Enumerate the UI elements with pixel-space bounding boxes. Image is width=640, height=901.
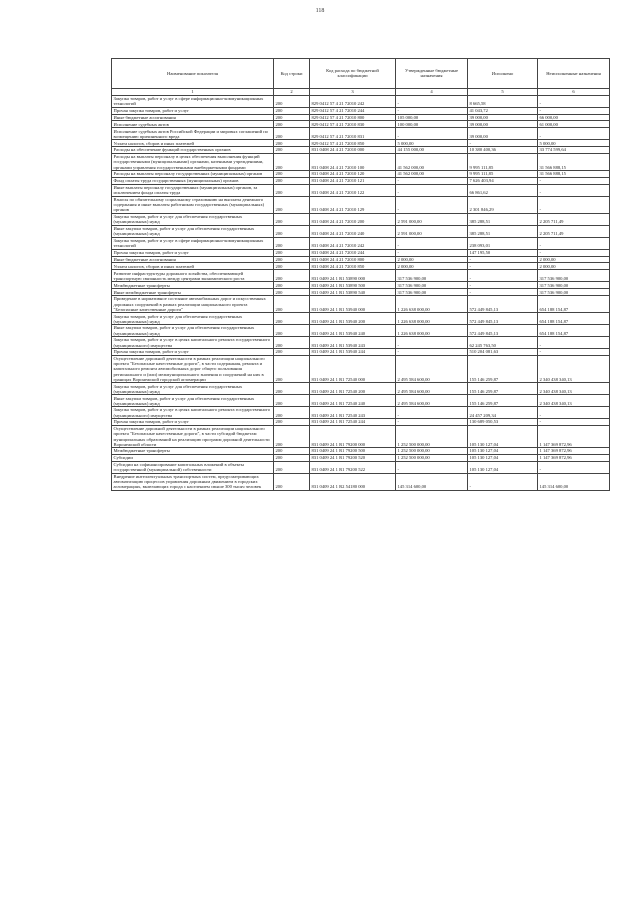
table-row [112,95,610,107]
table-row [112,349,610,356]
approved-amount-cell: 1 226 638 000,00 [396,325,468,337]
executed-amount-cell: 155 146 259,87 [468,355,538,382]
approved-amount-cell: - [396,349,468,356]
classification-code-cell: 831 0409 24 1 R1 79200 000 [310,425,396,447]
indicator-name-cell: Прочая закупка товаров, работ и услуг [112,107,274,114]
header-executed: Исполнено [468,59,538,89]
table-header-row [112,59,610,89]
table-row [112,296,610,313]
column-number: 3 [310,88,396,95]
line-code-cell: 200 [274,114,310,121]
executed-amount-cell: - [468,140,538,147]
table-body [112,95,610,490]
approved-amount-cell: - [396,95,468,107]
classification-code-cell: 829 0412 57 4 21 72010 244 [310,107,396,114]
line-code-cell: 200 [274,282,310,289]
unexecuted-amount-cell: 61 000,00 [538,121,610,128]
indicator-name-cell: Расходы на выплаты персоналу государственных (муниципальных) органов [112,171,274,178]
approved-amount-cell: 5 000,00 [396,140,468,147]
classification-code-cell: 831 0409 24 1 R1 53940 240 [310,325,396,337]
executed-amount-cell: 155 146 259,87 [468,383,538,395]
table-row [112,153,610,170]
classification-code-cell: 831 0408 24 4 21 72010 240 [310,225,396,237]
approved-amount-cell: 1 252 500 000,00 [396,454,468,461]
table-row [112,270,610,282]
line-code-cell: 200 [274,196,310,213]
table-row [112,225,610,237]
line-code-cell: 200 [274,184,310,196]
header-budget-classification-code: Код расхода по бюджетной классификации [310,59,396,89]
approved-amount-cell: - [396,196,468,213]
approved-amount-cell: 2 591 000,00 [396,225,468,237]
table-row [112,425,610,447]
line-code-cell: 200 [274,461,310,473]
indicator-name-cell: Иные закупки товаров, работ и услуг для обеспечения государственных (муниципальных) нужд [112,325,274,337]
classification-code-cell: 829 0412 57 4 21 72010 830 [310,121,396,128]
classification-code-cell: 831 0408 24 4 21 72010 800 [310,256,396,263]
executed-amount-cell: - [468,473,538,490]
approved-amount-cell: 41 562 000,00 [396,171,468,178]
indicator-name-cell: Субсидии [112,454,274,461]
indicator-name-cell: Уплата налогов, сборов и иных платежей [112,263,274,270]
table-row [112,213,610,225]
executed-amount-cell: 9 995 111,85 [468,153,538,170]
classification-code-cell: 831 0409 24 1 R1 53940 244 [310,349,396,356]
classification-code-cell: 831 0408 24 4 21 72010 122 [310,184,396,196]
executed-amount-cell: 385 288,51 [468,225,538,237]
approved-amount-cell: 100 000,00 [396,121,468,128]
classification-code-cell: 831 0409 24 1 R1 72540 000 [310,355,396,382]
approved-amount-cell: 2 000,00 [396,256,468,263]
approved-amount-cell: 105 000,00 [396,114,468,121]
approved-amount-cell: - [396,419,468,426]
approved-amount-cell: - [396,461,468,473]
classification-code-cell: 831 0409 24 1 R1 79200 500 [310,448,396,455]
table-row [112,249,610,256]
unexecuted-amount-cell: 145 314 600,00 [538,473,610,490]
unexecuted-amount-cell: 317 536 900,00 [538,282,610,289]
indicator-name-cell: Расходы на выплаты персоналу в целях обеспечения выполнения функций государственными (муниципальными) органами, казенными учреждениями, органами управления государственными внебюджетными фондами [112,153,274,170]
unexecuted-amount-cell: - [538,461,610,473]
indicator-name-cell: Закупка товаров, работ и услуг в целях капитального ремонта государственного (муниципального) имущества [112,337,274,349]
approved-amount-cell: 1 226 638 000,00 [396,296,468,313]
line-code-cell: 200 [274,425,310,447]
table-row [112,355,610,382]
executed-amount-cell: 39 000,00 [468,121,538,128]
executed-amount-cell: 572 449 845,13 [468,313,538,325]
column-number: 2 [274,88,310,95]
table-row [112,419,610,426]
approved-amount-cell: 1 252 500 000,00 [396,448,468,455]
table-row [112,313,610,325]
approved-amount-cell: 2 000,00 [396,263,468,270]
classification-code-cell: 831 0409 24 1 R1 53890 540 [310,289,396,296]
classification-code-cell: 831 0408 24 4 21 72010 200 [310,213,396,225]
executed-amount-cell: 10 380 400,36 [468,147,538,154]
executed-amount-cell: 130 689 050,53 [468,419,538,426]
unexecuted-amount-cell: - [538,95,610,107]
unexecuted-amount-cell: 317 536 900,00 [538,270,610,282]
unexecuted-amount-cell: - [538,184,610,196]
approved-amount-cell: - [396,107,468,114]
unexecuted-amount-cell: 1 147 369 872,96 [538,454,610,461]
line-code-cell: 200 [274,225,310,237]
indicator-name-cell: Уплата налогов, сборов и иных платежей [112,140,274,147]
classification-code-cell: 831 0408 24 4 21 72010 850 [310,263,396,270]
classification-code-cell: 829 0412 57 4 21 72010 800 [310,114,396,121]
unexecuted-amount-cell: - [538,349,610,356]
approved-amount-cell: - [396,128,468,140]
executed-amount-cell: 9 995 111,85 [468,171,538,178]
unexecuted-amount-cell: 31 566 888,15 [538,171,610,178]
indicator-name-cell: Иные бюджетные ассигнования [112,256,274,263]
unexecuted-amount-cell: - [538,249,610,256]
line-code-cell: 200 [274,147,310,154]
executed-amount-cell: 105 130 127,04 [468,425,538,447]
table-row [112,325,610,337]
indicator-name-cell: Иные закупки товаров, работ и услуг для обеспечения государственных (муниципальных) нужд [112,225,274,237]
indicator-name-cell: Взносы по обязательному социальному страхованию на выплаты денежного содержания и иные выплаты работникам государственных (муниципальных) органов [112,196,274,213]
unexecuted-amount-cell: - [538,128,610,140]
line-code-cell: 200 [274,213,310,225]
table-row [112,383,610,395]
line-code-cell: 200 [274,128,310,140]
indicator-name-cell: Приведение в нормативное состояние автомобильных дорог и искусственных дорожных сооружений в рамках реализации национального проекта "Безопасные качественные дороги" [112,296,274,313]
executed-amount-cell: - [468,263,538,270]
indicator-name-cell: Закупка товаров, работ и услуг для обеспечения государственных (муниципальных) нужд [112,383,274,395]
unexecuted-amount-cell: 33 774 599,64 [538,147,610,154]
indicator-name-cell: Прочая закупка товаров, работ и услуг [112,419,274,426]
table-row [112,147,610,154]
unexecuted-amount-cell: - [538,177,610,184]
approved-amount-cell: 1 226 638 000,00 [396,313,468,325]
approved-amount-cell: 317 536 900,00 [396,282,468,289]
classification-code-cell: 831 0409 24 1 R1 79200 522 [310,461,396,473]
header-approved-appropriations: Утвержденные бюджетные назначения [396,59,468,89]
unexecuted-amount-cell: 654 188 154,87 [538,313,610,325]
unexecuted-amount-cell: - [538,237,610,249]
table-row [112,171,610,178]
unexecuted-amount-cell: 66 000,00 [538,114,610,121]
executed-amount-cell: - [468,256,538,263]
line-code-cell: 200 [274,95,310,107]
line-code-cell: 200 [274,296,310,313]
unexecuted-amount-cell: - [538,419,610,426]
executed-amount-cell: - [468,282,538,289]
indicator-name-cell: Прочая закупка товаров, работ и услуг [112,249,274,256]
classification-code-cell: 831 0408 24 4 21 72010 121 [310,177,396,184]
unexecuted-amount-cell: 2 205 711,49 [538,213,610,225]
executed-amount-cell: 41 043,72 [468,107,538,114]
classification-code-cell: 831 0408 24 4 21 72010 244 [310,249,396,256]
table-row [112,184,610,196]
approved-amount-cell: 317 536 900,00 [396,270,468,282]
line-code-cell: 200 [274,249,310,256]
indicator-name-cell: Закупка товаров, работ и услуг для обеспечения государственных (муниципальных) нужд [112,313,274,325]
unexecuted-amount-cell: - [538,196,610,213]
unexecuted-amount-cell: 654 188 154,87 [538,296,610,313]
approved-amount-cell: - [396,184,468,196]
table-row [112,263,610,270]
approved-amount-cell: 41 562 000,00 [396,153,468,170]
column-number: 5 [468,88,538,95]
line-code-cell: 200 [274,419,310,426]
indicator-name-cell: Закупка товаров, работ и услуг в сфере информационно-коммуникационных технологий [112,237,274,249]
executed-amount-cell: 238 093,01 [468,237,538,249]
table-row [112,114,610,121]
line-code-cell: 200 [274,349,310,356]
indicator-name-cell: Исполнение судебных актов [112,121,274,128]
line-code-cell: 200 [274,171,310,178]
executed-amount-cell: 572 449 845,13 [468,296,538,313]
table-row [112,448,610,455]
executed-amount-cell: - [468,270,538,282]
line-code-cell: 200 [274,270,310,282]
indicator-name-cell: Осуществление дорожной деятельности в рамках реализации национального проекта "Безопасные качественные дороги", в части субсидий бюджетам муниципальных образований на реализацию программ дорожной деятельности Воронежской области [112,425,274,447]
approved-amount-cell: 1 252 500 000,00 [396,425,468,447]
executed-amount-cell: 24 457 209,34 [468,407,538,419]
unexecuted-amount-cell: 1 147 369 872,96 [538,448,610,455]
executed-amount-cell: 39 000,00 [468,114,538,121]
indicator-name-cell: Фонд оплаты труда государственных (муниципальных) органов [112,177,274,184]
approved-amount-cell: 2 591 000,00 [396,213,468,225]
classification-code-cell: 829 0412 57 4 21 72010 831 [310,128,396,140]
unexecuted-amount-cell: - [538,337,610,349]
line-code-cell: 200 [274,263,310,270]
executed-amount-cell: 66 861,62 [468,184,538,196]
line-code-cell: 200 [274,237,310,249]
table-row [112,289,610,296]
table-row [112,454,610,461]
classification-code-cell: 831 0409 24 1 R1 53890 500 [310,282,396,289]
executed-amount-cell: 105 130 127,04 [468,461,538,473]
executed-amount-cell: 7 626 403,94 [468,177,538,184]
table-row [112,256,610,263]
header-indicator-name: Наименование показателя [112,59,274,89]
table-row [112,128,610,140]
unexecuted-amount-cell: 654 188 154,87 [538,325,610,337]
indicator-name-cell: Иные бюджетные ассигнования [112,114,274,121]
column-number: 4 [396,88,468,95]
header-line-code: Код строки [274,59,310,89]
classification-code-cell: 831 0408 24 4 21 72010 100 [310,153,396,170]
executed-amount-cell: 62 245 763,50 [468,337,538,349]
executed-amount-cell: 385 288,51 [468,213,538,225]
table-row [112,107,610,114]
indicator-name-cell: Иные закупки товаров, работ и услуг для обеспечения государственных (муниципальных) нужд [112,395,274,407]
indicator-name-cell: Субсидии на софинансирование капитальных вложений в объекты государственной (муниципальной) собственности [112,461,274,473]
classification-code-cell: 831 0408 24 4 21 72010 120 [310,171,396,178]
line-code-cell: 200 [274,177,310,184]
line-code-cell: 200 [274,325,310,337]
line-code-cell: 200 [274,355,310,382]
classification-code-cell: 831 0409 24 1 R1 72540 240 [310,395,396,407]
line-code-cell: 200 [274,337,310,349]
classification-code-cell: 829 0412 57 4 21 72010 242 [310,95,396,107]
line-code-cell: 200 [274,153,310,170]
approved-amount-cell: 2 495 584 600,00 [396,383,468,395]
header-unexecuted-appropriations: Неисполненные назначения [538,59,610,89]
classification-code-cell: 831 0409 24 1 R1 72540 200 [310,383,396,395]
column-number: 6 [538,88,610,95]
line-code-cell: 200 [274,395,310,407]
classification-code-cell: 831 0408 24 4 21 72010 242 [310,237,396,249]
classification-code-cell: 831 0409 24 1 R1 53890 000 [310,270,396,282]
indicator-name-cell: Исполнение судебных актов Российской Федерации и мировых соглашений по возмещению причиненного вреда [112,128,274,140]
table-row [112,196,610,213]
table-row [112,121,610,128]
unexecuted-amount-cell: 2 205 711,49 [538,225,610,237]
unexecuted-amount-cell: 5 000,00 [538,140,610,147]
unexecuted-amount-cell: 2 000,00 [538,263,610,270]
executed-amount-cell: 2 301 846,29 [468,196,538,213]
approved-amount-cell: 145 314 600,00 [396,473,468,490]
approved-amount-cell: 44 155 000,00 [396,147,468,154]
executed-amount-cell: 155 146 259,87 [468,395,538,407]
line-code-cell: 200 [274,289,310,296]
executed-amount-cell: 510 204 081,63 [468,349,538,356]
executed-amount-cell: 105 130 127,04 [468,454,538,461]
table-row [112,407,610,419]
line-code-cell: 200 [274,121,310,128]
classification-code-cell: 831 0409 24 1 R1 79200 520 [310,454,396,461]
approved-amount-cell: - [396,237,468,249]
classification-code-cell: 831 0409 24 1 R1 72540 244 [310,419,396,426]
table-row [112,473,610,490]
approved-amount-cell: 317 536 900,00 [396,289,468,296]
table-row [112,395,610,407]
table-row [112,140,610,147]
column-number-row [112,88,610,95]
indicator-name-cell: Развитие инфраструктуры дорожного хозяйства, обеспечивающей транспортную связанность между центрами экономического роста [112,270,274,282]
page-number: 118 [315,8,325,14]
classification-code-cell: 831 0409 24 1 R1 53940 243 [310,337,396,349]
line-code-cell: 200 [274,107,310,114]
unexecuted-amount-cell: - [538,107,610,114]
executed-amount-cell: 39 000,00 [468,128,538,140]
classification-code-cell: 831 0409 24 1 R1 53940 000 [310,296,396,313]
budget-execution-table [111,58,610,491]
unexecuted-amount-cell: 2 340 438 340,13 [538,355,610,382]
indicator-name-cell: Иные выплаты персоналу государственных (муниципальных) органов, за исключением фонда оплаты труда [112,184,274,196]
executed-amount-cell: 147 195,50 [468,249,538,256]
indicator-name-cell: Межбюджетные трансферты [112,282,274,289]
executed-amount-cell: - [468,289,538,296]
line-code-cell: 200 [274,383,310,395]
executed-amount-cell: 105 130 127,04 [468,448,538,455]
indicator-name-cell: Закупка товаров, работ и услуг в сфере информационно-коммуникационных технологий [112,95,274,107]
approved-amount-cell: - [396,177,468,184]
line-code-cell: 200 [274,313,310,325]
line-code-cell: 200 [274,448,310,455]
approved-amount-cell: 2 495 584 600,00 [396,355,468,382]
table-row [112,461,610,473]
unexecuted-amount-cell: 1 147 369 872,96 [538,425,610,447]
column-number: 1 [112,88,274,95]
executed-amount-cell: 8 665,58 [468,95,538,107]
indicator-name-cell: Закупка товаров, работ и услуг в целях капитального ремонта государственного (муниципального) имущества [112,407,274,419]
line-code-cell: 200 [274,140,310,147]
approved-amount-cell: 2 495 584 600,00 [396,395,468,407]
indicator-name-cell: Внедрение интеллектуальных транспортных систем, предусматривающих автоматизацию процессов управления дорожным движением в городских агломерациях, включающих города с населением свыше 300 тысяч человек [112,473,274,490]
classification-code-cell: 831 0409 24 1 R1 72540 243 [310,407,396,419]
unexecuted-amount-cell: 2 000,00 [538,256,610,263]
unexecuted-amount-cell: - [538,407,610,419]
line-code-cell: 200 [274,407,310,419]
line-code-cell: 200 [274,256,310,263]
table-row [112,177,610,184]
indicator-name-cell: Прочая закупка товаров, работ и услуг [112,349,274,356]
classification-code-cell: 831 0409 24 1 R1 53940 200 [310,313,396,325]
indicator-name-cell: Расходы на обеспечение функций государственных органов [112,147,274,154]
unexecuted-amount-cell: 2 340 438 340,13 [538,395,610,407]
indicator-name-cell: Иные межбюджетные трансферты [112,289,274,296]
line-code-cell: 200 [274,454,310,461]
unexecuted-amount-cell: 2 340 438 340,13 [538,383,610,395]
line-code-cell: 200 [274,473,310,490]
unexecuted-amount-cell: 317 536 900,00 [538,289,610,296]
classification-code-cell: 831 0408 24 4 21 72010 000 [310,147,396,154]
approved-amount-cell: - [396,407,468,419]
classification-code-cell: 831 0409 24 1 R2 54180 000 [310,473,396,490]
indicator-name-cell: Осуществление дорожной деятельности в рамках реализации национального проекта "Безопасные качественные дороги", в части содержания, ремонта и капитального ремонта автомобильных дорог общего пользования регионального и (или) межмуниципального значения и сооружений на них в границах Воронежской городской агломерации [112,355,274,382]
indicator-name-cell: Закупка товаров, работ и услуг для обеспечения государственных (муниципальных) нужд [112,213,274,225]
table-row [112,237,610,249]
approved-amount-cell: - [396,337,468,349]
indicator-name-cell: Межбюджетные трансферты [112,448,274,455]
classification-code-cell: 829 0412 57 4 21 72010 850 [310,140,396,147]
unexecuted-amount-cell: 31 566 888,15 [538,153,610,170]
classification-code-cell: 831 0408 24 4 21 72010 129 [310,196,396,213]
approved-amount-cell: - [396,249,468,256]
executed-amount-cell: 572 449 845,13 [468,325,538,337]
table-row [112,337,610,349]
table-row [112,282,610,289]
